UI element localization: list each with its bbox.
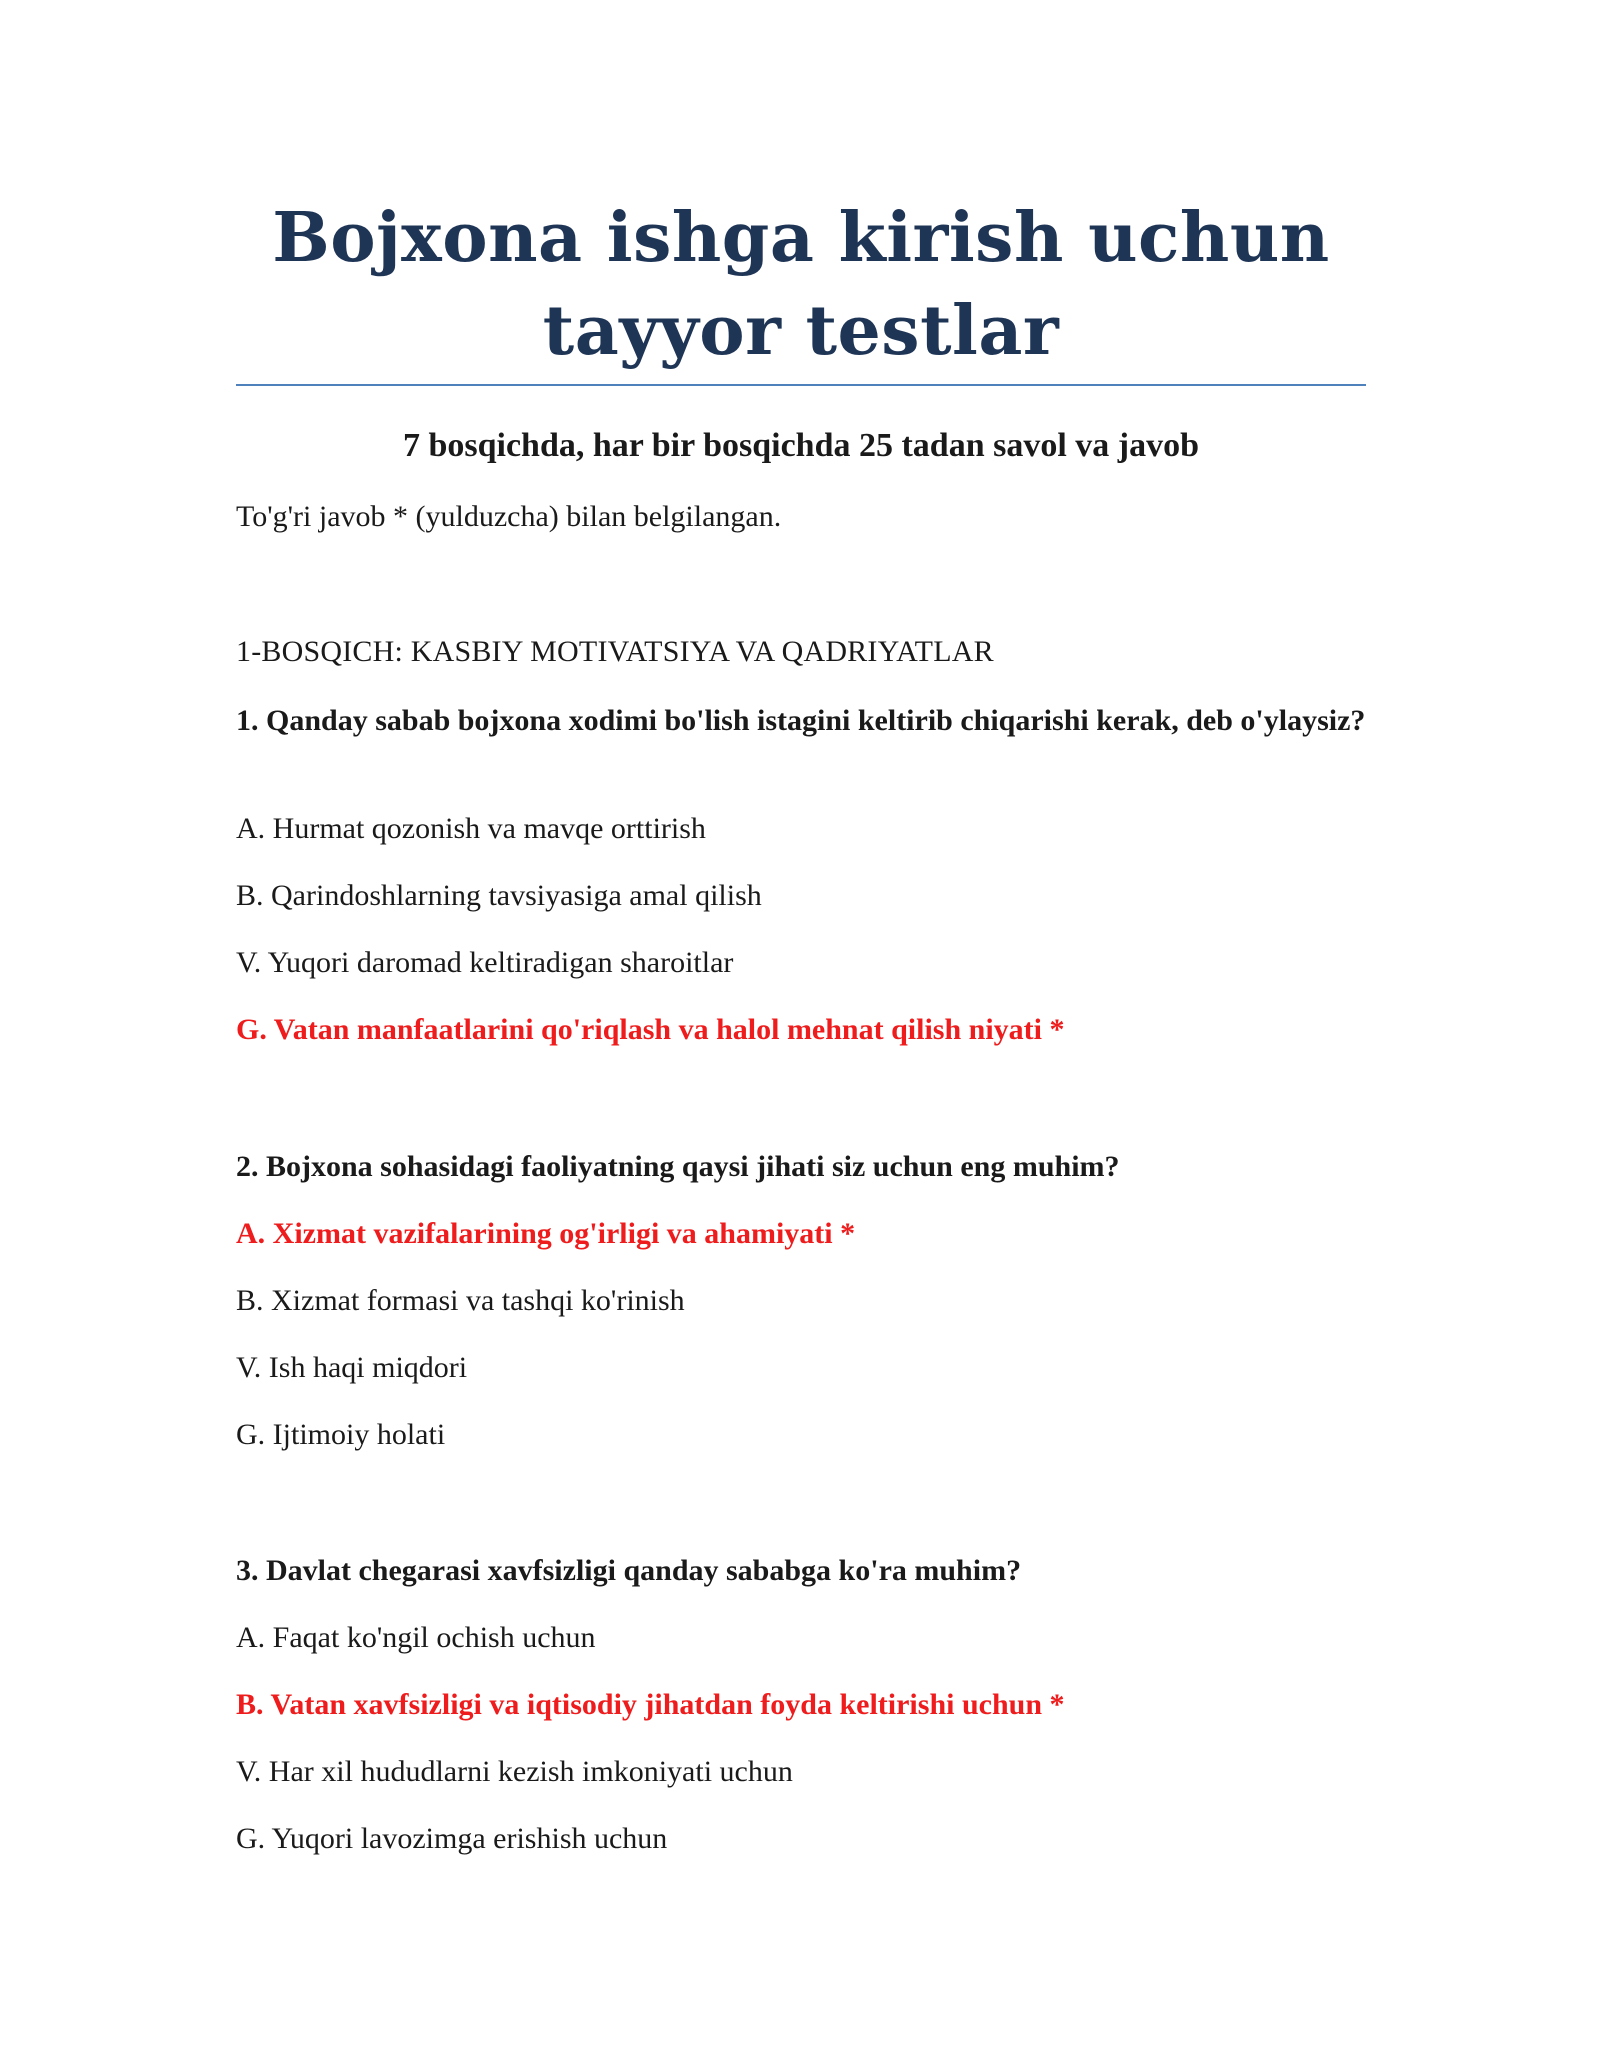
question-block: [236, 1146, 1366, 1188]
answer-option: V. Ish haqi miqdori: [236, 1351, 468, 1384]
answer-option: A. Faqat ko'ngil ochish uchun: [236, 1621, 596, 1654]
title-divider: [236, 384, 1366, 386]
answer-option: G. Yuqori lavozimga erishish uchun: [236, 1822, 668, 1855]
answer-option: A. Hurmat qozonish va mavqe orttirish: [236, 812, 706, 845]
answer-option: B. Qarindoshlarning tavsiyasiga amal qilish: [236, 879, 762, 912]
question-text: 1. Qanday sabab bojxona xodimi bo'lish istagini keltirib chiqarishi kerak, deb o'ylaysiz?: [236, 704, 1366, 737]
title-line-1: Bojxona ishga kirish uchun: [272, 198, 1330, 278]
title-line-2: tayyor testlar: [542, 291, 1060, 371]
document-title: [236, 192, 1366, 378]
section-heading: 1-BOSQICH: KASBIY MOTIVATSIYA VA QADRIYATLAR: [236, 635, 994, 668]
answer-option: G. Ijtimoiy holati: [236, 1418, 446, 1451]
answer-option-correct: G. Vatan manfaatlarini qo'riqlash va halol mehnat qilish niyati *: [236, 1013, 1065, 1046]
answer-option: B. Xizmat formasi va tashqi ko'rinish: [236, 1284, 685, 1317]
answer-option-correct: A. Xizmat vazifalarining og'irligi va ahamiyati *: [236, 1217, 856, 1250]
question-text: 2. Bojxona sohasidagi faoliyatning qaysi jihati siz uchun eng muhim?: [236, 1150, 1120, 1183]
answer-key-note: To'g'ri javob * (yulduzcha) bilan belgilangan.: [236, 500, 782, 533]
answer-option-correct: B. Vatan xavfsizligi va iqtisodiy jihatdan foyda keltirishi uchun *: [236, 1688, 1065, 1721]
question-block: [236, 700, 1366, 742]
answer-option: V. Har xil hududlarni kezish imkoniyati uchun: [236, 1755, 793, 1788]
question-block: [236, 1550, 1366, 1592]
document-subtitle: 7 bosqichda, har bir bosqichda 25 tadan savol va javob: [402, 427, 1200, 464]
answer-option: V. Yuqori daromad keltiradigan sharoitlar: [236, 946, 734, 979]
question-text: 3. Davlat chegarasi xavfsizligi qanday sababga ko'ra muhim?: [236, 1554, 1022, 1587]
